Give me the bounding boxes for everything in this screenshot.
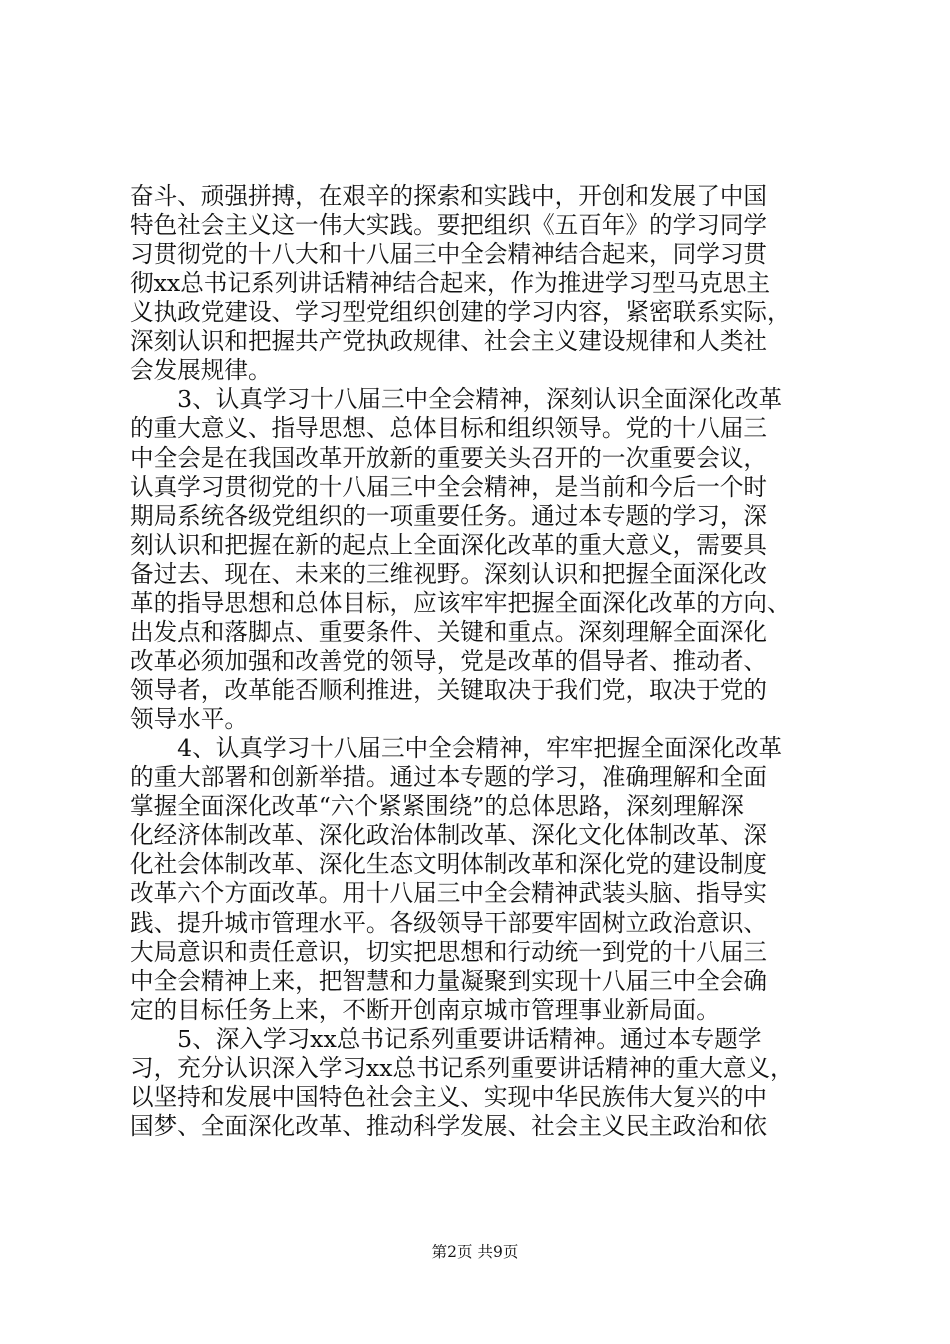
text-line: 领导者，改革能否顺利推进，关键取决于我们党，取决于党的 [130,676,768,705]
text-line: 会发展规律。 [130,356,272,385]
text-line: 出发点和落脚点、重要条件、关键和重点。深刻理解全面深化 [130,617,768,646]
text-line: 领导水平。 [130,705,248,734]
text-line: 习，充分认识深入学习xx总书记系列重要讲话精神的重大意义， [130,1053,794,1082]
text-line: 中全会是在我国改革开放新的重要关头召开的一次重要会议， [130,443,768,472]
text-line: 4、认真学习十八届三中全会精神，牢牢把握全面深化改革 [130,734,783,763]
text-line: 备过去、现在、未来的三维视野。深刻认识和把握全面深化改 [130,559,768,588]
text-line: 期局系统各级党组织的一项重要任务。通过本专题的学习，深 [130,501,768,530]
text-line: 改革必须加强和改善党的领导，党是改革的倡导者、推动者、 [130,646,768,675]
text-line: 3、认真学习十八届三中全会精神，深刻认识全面深化改革 [130,385,783,414]
text-line: 特色社会主义这一伟大实践。要把组织《五百年》的学习同学 [130,211,768,240]
text-line: 国梦、全面深化改革、推动科学发展、社会主义民主政治和依 [130,1111,768,1140]
text-line: 认真学习贯彻党的十八届三中全会精神，是当前和今后一个时 [130,472,768,501]
text-line: 刻认识和把握在新的起点上全面深化改革的重大意义，需要具 [130,530,768,559]
text-line: 深刻认识和把握共产党执政规律、社会主义建设规律和人类社 [130,327,768,356]
page-footer: 第2页 共9页 [431,1243,519,1261]
text-line: 改革六个方面改革。用十八届三中全会精神武装头脑、指导实 [130,879,768,908]
text-line: 化社会体制改革、深化生态文明体制改革和深化党的建设制度 [130,850,768,879]
text-line: 定的目标任务上来，不断开创南京城市管理事业新局面。 [130,995,720,1024]
text-line: 大局意识和责任意识，切实把思想和行动统一到党的十八届三 [130,937,768,966]
text-line: 彻xx总书记系列讲话精神结合起来，作为推进学习型马克思主 [130,269,771,298]
text-line: 革的指导思想和总体目标，应该牢牢把握全面深化改革的方向、 [130,588,791,617]
text-line: 的重大部署和创新举措。通过本专题的学习，准确理解和全面 [130,763,768,792]
text-line: 化经济体制改革、深化政治体制改革、深化文化体制改革、深 [130,821,768,850]
text-line: 5、深入学习xx总书记系列重要讲话精神。通过本专题学 [130,1024,762,1053]
text-line: 践、提升城市管理水平。各级领导干部要牢固树立政治意识、 [130,908,768,937]
text-line: 义执政党建设、学习型党组织创建的学习内容，紧密联系实际， [130,298,791,327]
text-line: 以坚持和发展中国特色社会主义、实现中华民族伟大复兴的中 [130,1082,768,1111]
text-line: 掌握全面深化改革“六个紧紧围绕”的总体思路，深刻理解深 [130,792,744,821]
text-line: 奋斗、顽强拼搏，在艰辛的探索和实践中，开创和发展了中国 [130,182,768,210]
text-line: 的重大意义、指导思想、总体目标和组织领导。党的十八届三 [130,414,768,443]
text-line: 中全会精神上来，把智慧和力量凝聚到实现十八届三中全会确 [130,966,768,995]
text-line: 习贯彻党的十八大和十八届三中全会精神结合起来，同学习贯 [130,240,768,269]
